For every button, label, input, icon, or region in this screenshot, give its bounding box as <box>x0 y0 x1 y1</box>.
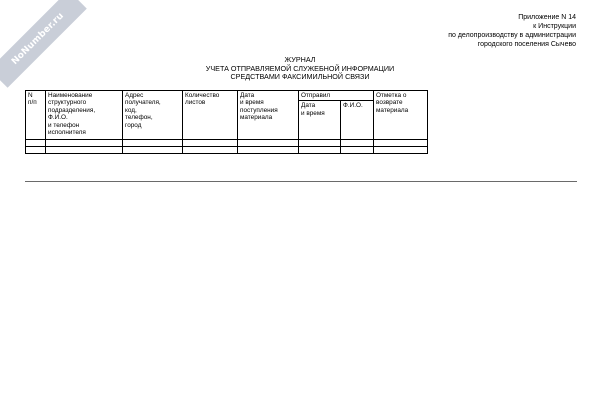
watermark: NoNumber.ru <box>0 0 87 88</box>
table-cell <box>238 147 299 154</box>
header-text: Дата <box>240 92 255 99</box>
header-received <box>238 91 299 140</box>
table-cell <box>183 147 238 154</box>
table-cell <box>341 147 374 154</box>
header-text: п/п <box>28 99 37 107</box>
header-text: телефон, <box>125 114 153 122</box>
header-text: исполнителя <box>48 129 86 137</box>
header-sent-datetime <box>299 101 341 140</box>
table-cell <box>26 140 46 147</box>
header-sheets <box>183 91 238 140</box>
table-cell <box>123 147 183 154</box>
header-text: получателя, <box>125 99 161 107</box>
appendix-line: к Инструкции <box>533 23 576 30</box>
table-cell <box>123 140 183 147</box>
header-text: материала <box>240 114 273 122</box>
table-cell <box>183 140 238 147</box>
header-text: Ф.И.О. <box>343 102 363 110</box>
header-text: возврате <box>376 99 403 107</box>
header-sent-name <box>341 101 374 140</box>
table-cell <box>299 147 341 154</box>
header-text: и телефон <box>48 121 80 129</box>
table-cell <box>299 140 341 147</box>
title-line: СРЕДСТВАМИ ФАКСИМИЛЬНОЙ СВЯЗИ <box>230 72 370 82</box>
table-cell <box>46 147 123 154</box>
header-text: Отметка о <box>376 92 407 99</box>
appendix-line: по делопроизводству в администрации <box>448 32 576 39</box>
header-text: и время <box>301 109 325 117</box>
header-text: код, <box>125 106 137 114</box>
header-text: структурного <box>48 99 87 107</box>
header-text: Наименование <box>48 92 93 99</box>
table-cell <box>238 140 299 147</box>
header-text: листов <box>185 99 206 107</box>
appendix-line: городского поселения Сычево <box>477 41 576 48</box>
header-text: N <box>28 92 33 99</box>
header-number <box>26 91 46 140</box>
divider <box>25 181 577 182</box>
header-text: Количество <box>185 92 220 99</box>
header-sent <box>299 91 374 101</box>
title-line: УЧЕТА ОТПРАВЛЯЕМОЙ СЛУЖЕБНОЙ ИНФОРМАЦИИ <box>205 63 395 73</box>
table-row <box>26 147 428 154</box>
table-cell <box>374 140 428 147</box>
header-text: поступления <box>240 106 278 114</box>
table-cell <box>374 147 428 154</box>
document-title <box>100 56 500 82</box>
table-cell <box>46 140 123 147</box>
header-text: город <box>125 121 142 129</box>
header-text: Отправил <box>301 92 331 99</box>
title-line: ЖУРНАЛ <box>284 55 316 64</box>
table-cell <box>341 140 374 147</box>
table-row <box>26 140 428 147</box>
header-recipient <box>123 91 183 140</box>
journal-table <box>25 90 428 154</box>
header-text: подразделения, <box>48 106 96 114</box>
header-return <box>374 91 428 140</box>
appendix-note <box>448 13 576 49</box>
appendix-line: Приложение N 14 <box>518 14 576 21</box>
header-text: Адрес <box>125 92 144 99</box>
header-text: Ф.И.О. <box>48 114 68 122</box>
header-text: Дата <box>301 102 316 110</box>
header-unit <box>46 91 123 140</box>
header-text: и время <box>240 99 264 107</box>
table-cell <box>26 147 46 154</box>
header-text: материала <box>376 106 409 114</box>
